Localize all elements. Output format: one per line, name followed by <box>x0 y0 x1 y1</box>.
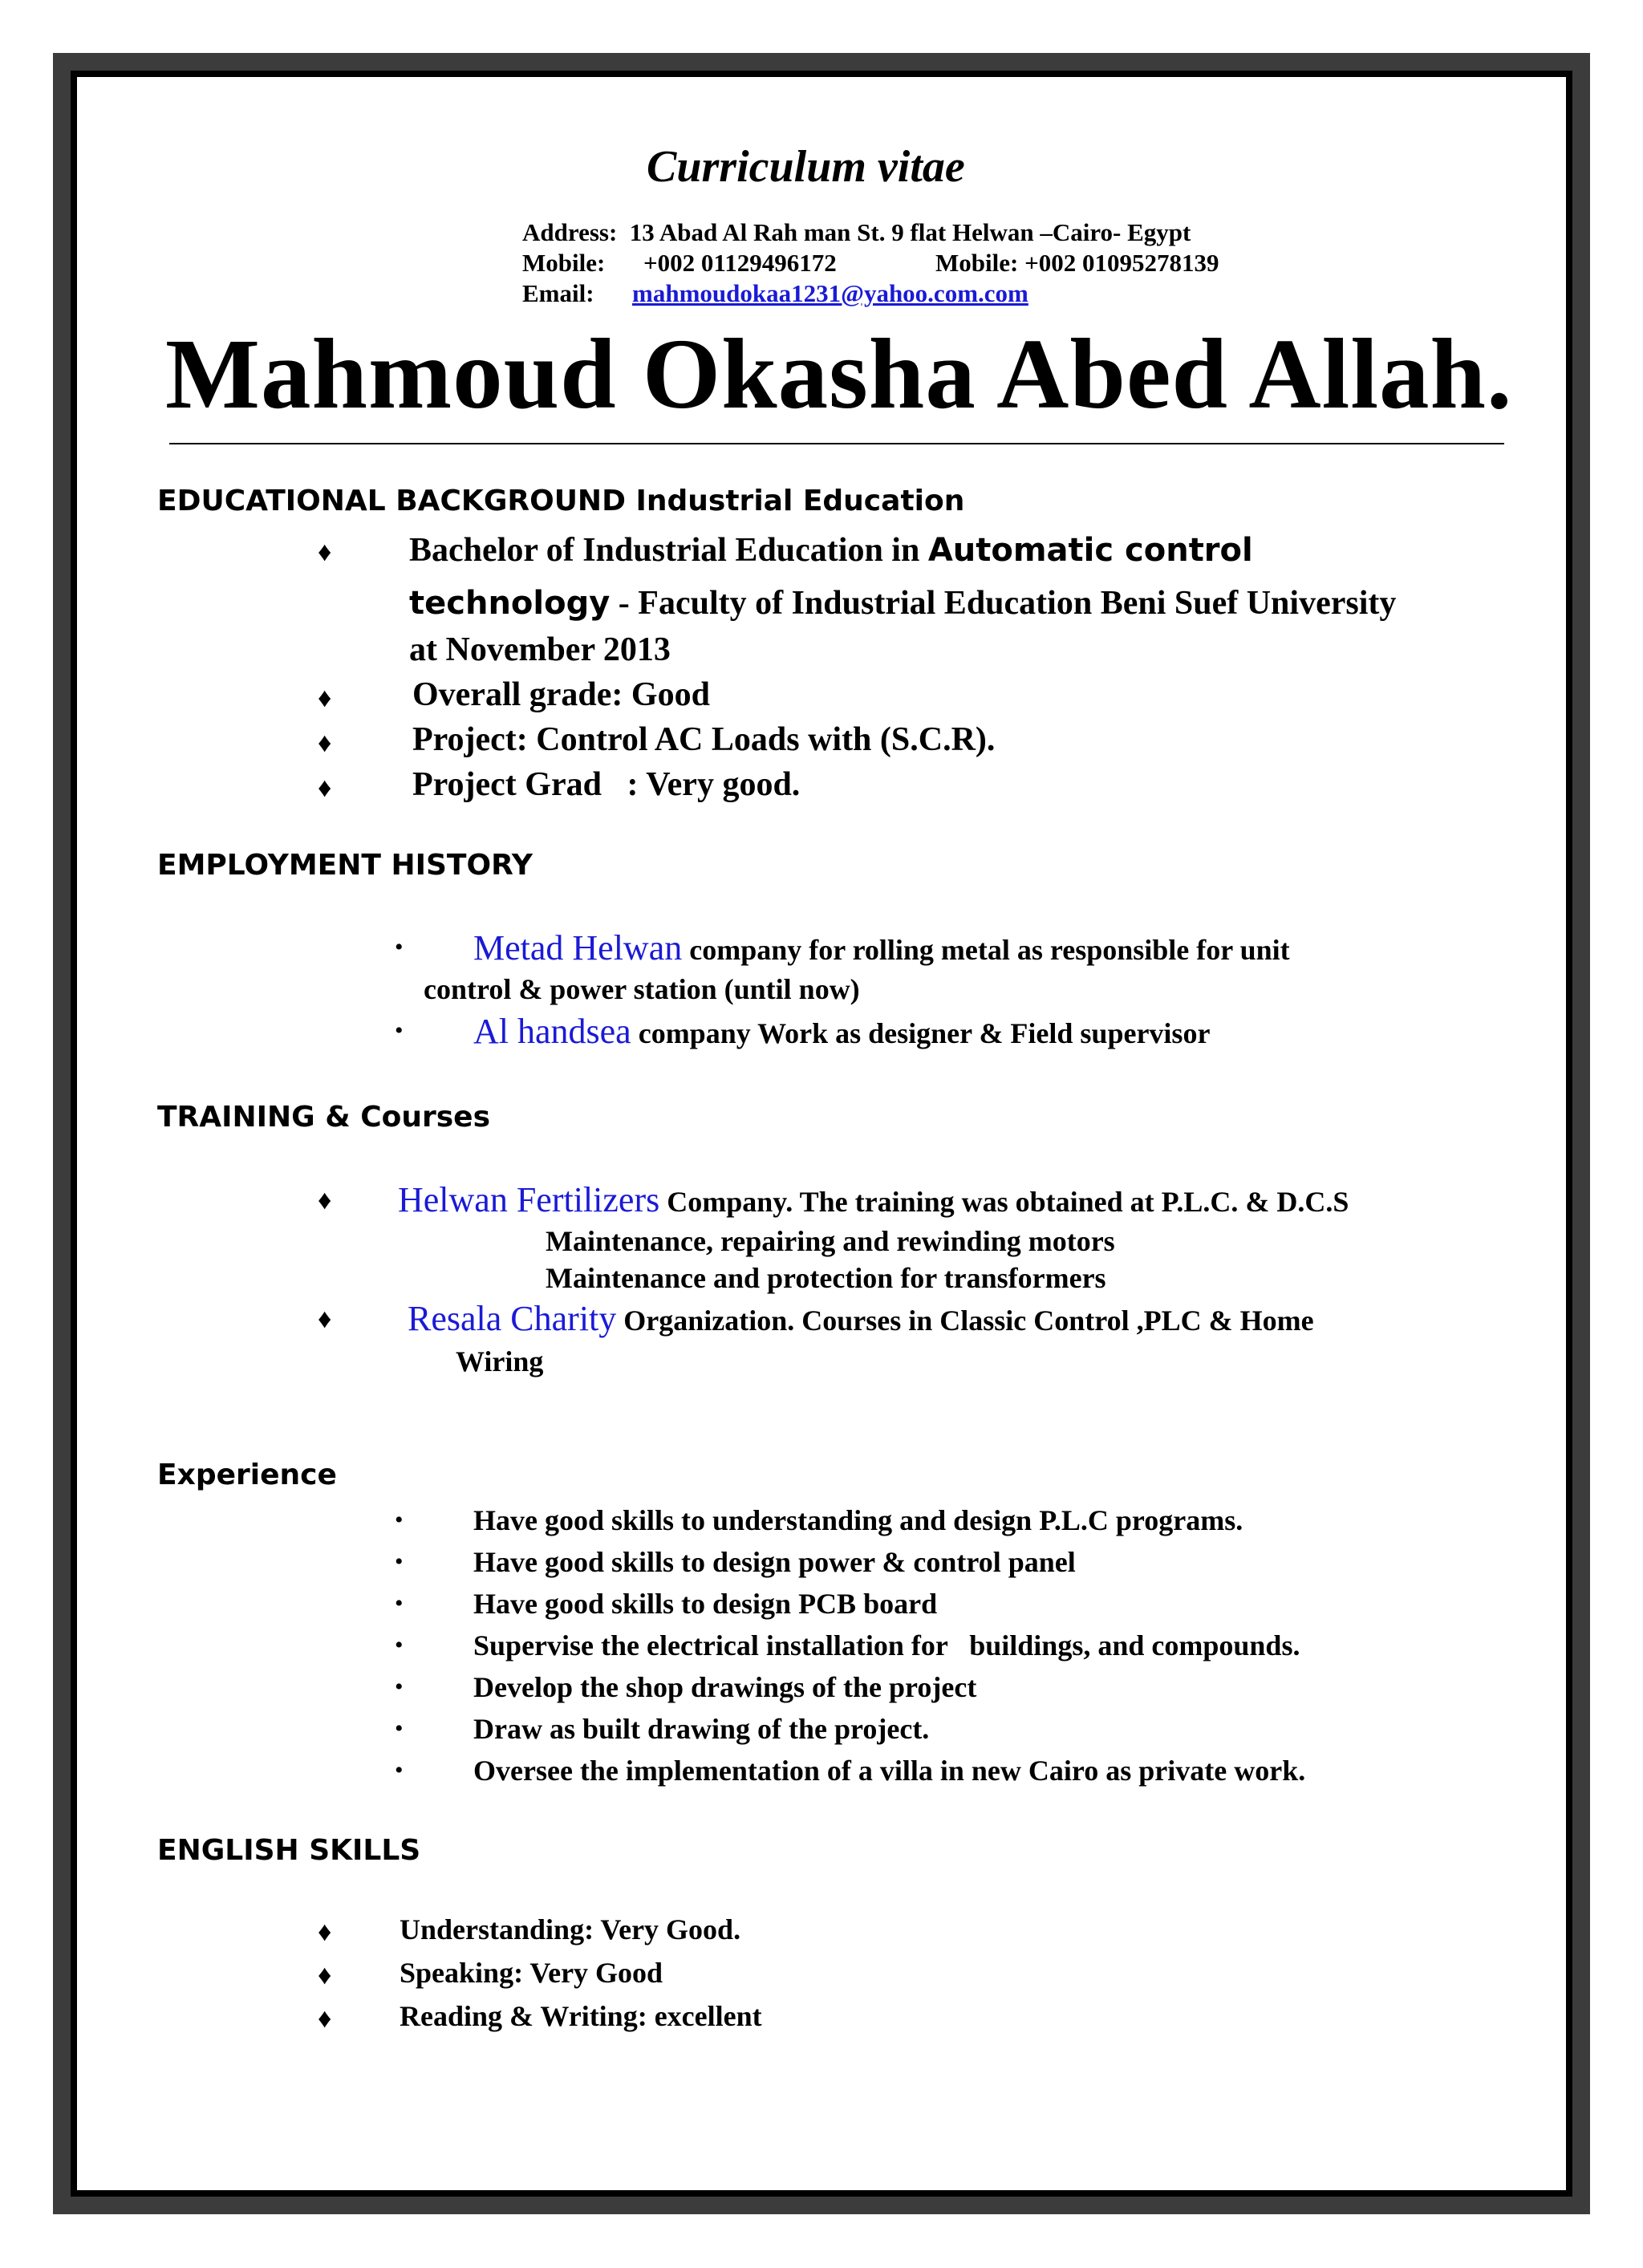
job-2 <box>473 1011 1210 1052</box>
job-1-desc: company for rolling metal as responsible for unit <box>682 934 1290 966</box>
email-label: Email: <box>522 279 594 307</box>
training-2-desc: Organization. Courses in Classic Control ,PLC & Home <box>616 1304 1314 1337</box>
education-heading <box>157 485 964 517</box>
experience-item: Have good skills to design PCB board <box>473 1588 938 1620</box>
diamond-bullet: ♦ <box>318 684 332 713</box>
header-divider <box>169 443 1504 444</box>
degree-major-2: technology <box>409 585 611 622</box>
training-2-company: Resala Charity <box>408 1299 617 1338</box>
degree-major-1: Automatic control <box>927 532 1253 569</box>
diamond-bullet: ♦ <box>318 1304 332 1334</box>
address-value: 13 Abad Al Rah man St. 9 flat Helwan –Cairo- Egypt <box>629 218 1191 246</box>
dot-bullet: • <box>395 1715 404 1742</box>
diamond-bullet: ♦ <box>318 1917 332 1947</box>
experience-item: Develop the shop drawings of the project <box>473 1671 977 1703</box>
training-2 <box>408 1298 1314 1339</box>
address-line <box>522 218 1191 247</box>
cv-page <box>77 77 1566 2190</box>
mobile-label: Mobile: <box>522 249 606 277</box>
diamond-bullet: ♦ <box>318 1186 332 1215</box>
job-1 <box>473 927 1290 968</box>
diamond-bullet: ♦ <box>318 773 332 803</box>
candidate-name: Mahmoud Okasha Abed Allah. <box>165 319 1513 430</box>
dot-bullet: • <box>395 1548 404 1575</box>
job-1-company: Metad Helwan <box>473 928 683 968</box>
mobile2-value: +002 01095278139 <box>1024 249 1219 277</box>
dot-bullet: • <box>395 1507 404 1533</box>
diamond-bullet: ♦ <box>318 1961 332 1990</box>
mobile2-label: Mobile: <box>935 249 1019 277</box>
job-1-line-2: control & power station (until now) <box>424 973 860 1005</box>
degree-line-1 <box>409 531 1253 570</box>
experience-item: Have good skills to design power & control panel <box>473 1546 1076 1578</box>
degree-part1: Bachelor of Industrial Education in <box>409 532 928 569</box>
address-label: Address: <box>522 218 618 246</box>
english-item: Speaking: Very Good <box>400 1957 663 1989</box>
job-2-desc: company Work as designer & Field supervisor <box>631 1017 1211 1049</box>
experience-item: Have good skills to understanding and design P.L.C programs. <box>473 1504 1243 1536</box>
degree-line-3: at November 2013 <box>409 631 671 668</box>
training-1-line-3: Maintenance and protection for transformers <box>546 1262 1106 1294</box>
email-link[interactable]: mahmoudokaa1231@yahoo.com.com <box>632 279 1028 307</box>
dot-bullet: • <box>395 1632 404 1658</box>
dot-bullet: • <box>395 1017 404 1044</box>
experience-item: Supervise the electrical installation for buildings, and compounds. <box>473 1629 1300 1661</box>
education-item: Project Grad : Very good. <box>412 766 801 803</box>
mobile-line <box>522 249 605 278</box>
degree-line-2 <box>409 584 1396 623</box>
diamond-bullet: ♦ <box>318 2004 332 2034</box>
english-item: Understanding: Very Good. <box>400 1913 741 1945</box>
mobile-1: +002 01129496172 <box>643 249 837 277</box>
experience-item: Draw as built drawing of the project. <box>473 1713 930 1745</box>
english-item: Reading & Writing: excellent <box>400 2000 762 2032</box>
diamond-bullet: ♦ <box>318 728 332 758</box>
english-heading: ENGLISH SKILLS <box>157 1834 421 1867</box>
employment-heading: EMPLOYMENT HISTORY <box>157 849 533 882</box>
degree-part2: - Faculty of Industrial Education Beni Suef University <box>610 585 1397 622</box>
dot-bullet: • <box>395 1757 404 1783</box>
job-2-company: Al handsea <box>473 1012 631 1051</box>
cv-title: Curriculum vitae <box>647 142 965 192</box>
experience-item: Oversee the implementation of a villa in new Cairo as private work. <box>473 1755 1306 1787</box>
dot-bullet: • <box>395 1674 404 1700</box>
training-1-desc: Company. The training was obtained at P.L.C. & D.C.S <box>659 1186 1349 1218</box>
education-item: Overall grade: Good <box>412 676 710 713</box>
mobile-2 <box>935 249 1219 278</box>
training-1 <box>398 1179 1349 1220</box>
education-item: Project: Control AC Loads with (S.C.R). <box>412 721 996 758</box>
education-subheading: Industrial Education <box>635 485 965 517</box>
experience-heading: Experience <box>157 1459 337 1491</box>
training-heading: TRAINING & Courses <box>157 1101 491 1134</box>
training-2-line-2: Wiring <box>456 1345 544 1377</box>
dot-bullet: • <box>395 934 404 960</box>
education-heading-text: EDUCATIONAL BACKGROUND <box>157 485 626 517</box>
training-1-line-2: Maintenance, repairing and rewinding motors <box>546 1225 1115 1257</box>
diamond-bullet: ♦ <box>318 538 332 567</box>
dot-bullet: • <box>395 1590 404 1617</box>
training-1-company: Helwan Fertilizers <box>398 1180 660 1219</box>
